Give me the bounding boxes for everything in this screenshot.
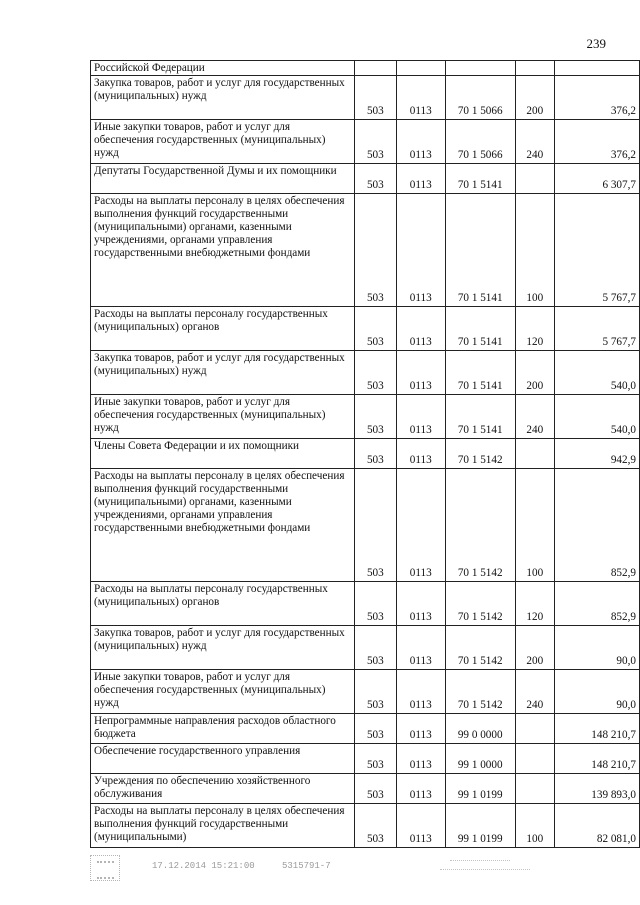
cell-ministry: 503 bbox=[354, 582, 396, 626]
cell-name: Иные закупки товаров, работ и услуг для обеспечения государственных (муниципальных) нужд bbox=[91, 395, 355, 439]
cell-expense-type: 240 bbox=[515, 120, 554, 164]
cell-target-article: 70 1 5142 bbox=[445, 582, 515, 626]
cell-target-article: 99 1 0199 bbox=[445, 804, 515, 848]
cell-ministry: 503 bbox=[354, 626, 396, 670]
cell-amount: 5 767,7 bbox=[554, 194, 639, 307]
cell-section: 0113 bbox=[396, 804, 445, 848]
cell-section: 0113 bbox=[396, 76, 445, 120]
table-row bbox=[91, 714, 640, 744]
cell-ministry: 503 bbox=[354, 76, 396, 120]
cell-section: 0113 bbox=[396, 164, 445, 194]
cell-name: Обеспечение государственного управления bbox=[91, 744, 355, 774]
budget-table bbox=[90, 60, 640, 848]
table-row bbox=[91, 439, 640, 469]
cell-amount: 139 893,0 bbox=[554, 774, 639, 804]
cell-amount: 540,0 bbox=[554, 395, 639, 439]
cell-name: Расходы на выплаты персоналу государственных (муниципальных) органов bbox=[91, 307, 355, 351]
cell-amount: 5 767,7 bbox=[554, 307, 639, 351]
cell-section: 0113 bbox=[396, 194, 445, 307]
cell-name: Члены Совета Федерации и их помощники bbox=[91, 439, 355, 469]
cell-amount: 90,0 bbox=[554, 626, 639, 670]
cell-expense-type: 240 bbox=[515, 670, 554, 714]
cell-section: 0113 bbox=[396, 351, 445, 395]
cell-ministry: 503 bbox=[354, 120, 396, 164]
cell-expense-type: 200 bbox=[515, 626, 554, 670]
cell-section: 0113 bbox=[396, 670, 445, 714]
cell-amount: 376,2 bbox=[554, 120, 639, 164]
cell-target-article: 70 1 5142 bbox=[445, 626, 515, 670]
cell-ministry: 503 bbox=[354, 804, 396, 848]
cell-target-article: 70 1 5066 bbox=[445, 76, 515, 120]
cell-target-article: 70 1 5142 bbox=[445, 670, 515, 714]
cell-amount: 852,9 bbox=[554, 582, 639, 626]
cell-amount: 852,9 bbox=[554, 469, 639, 582]
table-row bbox=[91, 164, 640, 194]
cell-section bbox=[396, 61, 445, 76]
cell-amount: 82 081,0 bbox=[554, 804, 639, 848]
table-row bbox=[91, 469, 640, 582]
cell-ministry: 503 bbox=[354, 351, 396, 395]
cell-section: 0113 bbox=[396, 774, 445, 804]
cell-target-article: 99 1 0000 bbox=[445, 744, 515, 774]
cell-name: Закупка товаров, работ и услуг для государственных (муниципальных) нужд bbox=[91, 626, 355, 670]
cell-section: 0113 bbox=[396, 626, 445, 670]
cell-ministry bbox=[354, 61, 396, 76]
page-number: 239 bbox=[586, 36, 606, 51]
cell-target-article: 99 1 0199 bbox=[445, 774, 515, 804]
cell-expense-type: 100 bbox=[515, 469, 554, 582]
cell-target-article: 99 0 0000 bbox=[445, 714, 515, 744]
cell-name: Закупка товаров, работ и услуг для государственных (муниципальных) нужд bbox=[91, 76, 355, 120]
footer-date: 17.12.2014 15:21:00 bbox=[152, 861, 255, 871]
cell-ministry: 503 bbox=[354, 194, 396, 307]
cell-amount bbox=[554, 61, 639, 76]
page-footer bbox=[90, 855, 550, 883]
cell-expense-type: 120 bbox=[515, 582, 554, 626]
cell-name: Расходы на выплаты персоналу в целях обеспечения выполнения функций государственными (муниципальными) органами, казенными учреждениями, органами управления государственными внебюджетными фондами bbox=[91, 194, 355, 307]
cell-name: Иные закупки товаров, работ и услуг для обеспечения государственных (муниципальных) нужд bbox=[91, 120, 355, 164]
cell-expense-type: 100 bbox=[515, 804, 554, 848]
table-row bbox=[91, 307, 640, 351]
cell-name: Непрограммные направления расходов областного бюджета bbox=[91, 714, 355, 744]
cell-ministry: 503 bbox=[354, 469, 396, 582]
cell-section: 0113 bbox=[396, 439, 445, 469]
footer-doc-number: 5315791-7 bbox=[282, 861, 331, 871]
cell-section: 0113 bbox=[396, 469, 445, 582]
cell-section: 0113 bbox=[396, 307, 445, 351]
cell-expense-type: 120 bbox=[515, 307, 554, 351]
cell-ministry: 503 bbox=[354, 395, 396, 439]
cell-amount: 6 307,7 bbox=[554, 164, 639, 194]
cell-expense-type bbox=[515, 774, 554, 804]
cell-expense-type bbox=[515, 714, 554, 744]
cell-name: Российской Федерации bbox=[91, 61, 355, 76]
table-row bbox=[91, 395, 640, 439]
table-row bbox=[91, 804, 640, 848]
table-row bbox=[91, 582, 640, 626]
cell-expense-type bbox=[515, 164, 554, 194]
cell-section: 0113 bbox=[396, 395, 445, 439]
cell-ministry: 503 bbox=[354, 670, 396, 714]
cell-name: Закупка товаров, работ и услуг для государственных (муниципальных) нужд bbox=[91, 351, 355, 395]
cell-target-article: 70 1 5141 bbox=[445, 395, 515, 439]
cell-expense-type bbox=[515, 439, 554, 469]
budget-table-body bbox=[91, 61, 640, 848]
cell-name: Депутаты Государственной Думы и их помощники bbox=[91, 164, 355, 194]
cell-section: 0113 bbox=[396, 582, 445, 626]
cell-target-article: 70 1 5141 bbox=[445, 194, 515, 307]
cell-amount: 540,0 bbox=[554, 351, 639, 395]
registration-mark bbox=[450, 860, 510, 861]
cell-ministry: 503 bbox=[354, 774, 396, 804]
table-row bbox=[91, 76, 640, 120]
stamp-icon bbox=[90, 855, 120, 881]
cell-ministry: 503 bbox=[354, 439, 396, 469]
cell-name: Расходы на выплаты персоналу в целях обеспечения выполнения функций государственными (муниципальными) bbox=[91, 804, 355, 848]
cell-amount: 148 210,7 bbox=[554, 714, 639, 744]
cell-amount: 376,2 bbox=[554, 76, 639, 120]
cell-ministry: 503 bbox=[354, 164, 396, 194]
cell-target-article: 70 1 5141 bbox=[445, 307, 515, 351]
table-row bbox=[91, 351, 640, 395]
table-row bbox=[91, 194, 640, 307]
cell-target-article bbox=[445, 61, 515, 76]
cell-ministry: 503 bbox=[354, 744, 396, 774]
cell-ministry: 503 bbox=[354, 714, 396, 744]
cell-amount: 942,9 bbox=[554, 439, 639, 469]
cell-amount: 90,0 bbox=[554, 670, 639, 714]
table-row bbox=[91, 774, 640, 804]
cell-expense-type bbox=[515, 744, 554, 774]
cell-target-article: 70 1 5141 bbox=[445, 351, 515, 395]
cell-section: 0113 bbox=[396, 120, 445, 164]
cell-name: Расходы на выплаты персоналу в целях обеспечения выполнения функций государственными (муниципальными) органами, казенными учреждениями, органами управления государственными внебюджетными фондами bbox=[91, 469, 355, 582]
table-row bbox=[91, 61, 640, 76]
cell-name: Иные закупки товаров, работ и услуг для обеспечения государственных (муниципальных) нужд bbox=[91, 670, 355, 714]
cell-ministry: 503 bbox=[354, 307, 396, 351]
cell-target-article: 70 1 5142 bbox=[445, 439, 515, 469]
cell-name: Расходы на выплаты персоналу государственных (муниципальных) органов bbox=[91, 582, 355, 626]
cell-target-article: 70 1 5142 bbox=[445, 469, 515, 582]
table-row bbox=[91, 626, 640, 670]
registration-mark bbox=[440, 869, 530, 870]
cell-expense-type: 200 bbox=[515, 351, 554, 395]
cell-target-article: 70 1 5141 bbox=[445, 164, 515, 194]
table-row bbox=[91, 744, 640, 774]
cell-expense-type bbox=[515, 61, 554, 76]
table-row bbox=[91, 120, 640, 164]
cell-expense-type: 240 bbox=[515, 395, 554, 439]
cell-expense-type: 200 bbox=[515, 76, 554, 120]
table-row bbox=[91, 670, 640, 714]
cell-section: 0113 bbox=[396, 744, 445, 774]
cell-target-article: 70 1 5066 bbox=[445, 120, 515, 164]
cell-name: Учреждения по обеспечению хозяйственного обслуживания bbox=[91, 774, 355, 804]
cell-amount: 148 210,7 bbox=[554, 744, 639, 774]
cell-expense-type: 100 bbox=[515, 194, 554, 307]
cell-section: 0113 bbox=[396, 714, 445, 744]
